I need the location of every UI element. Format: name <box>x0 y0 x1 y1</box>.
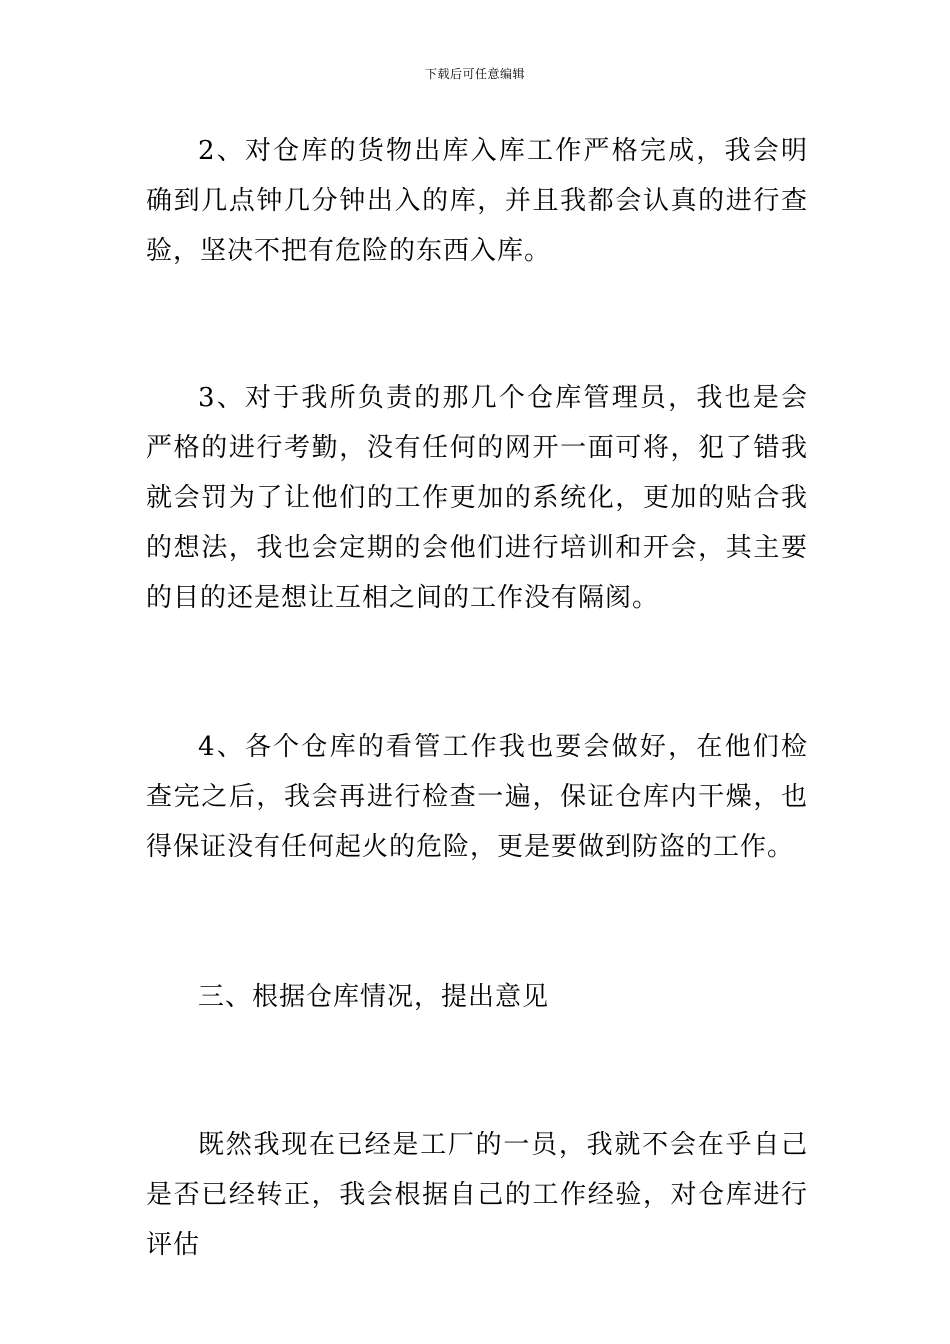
page-header: 下载后可任意编辑 <box>424 67 525 81</box>
paragraph-item-4: 4、各个仓库的看管工作我也要会做好，在他们检查完之后，我会再进行检查一遍，保证仓库内干燥，也得保证没有任何起火的危险，更是要做到防盗的工作。 <box>146 732 808 862</box>
paragraph-item-2: 2、对仓库的货物出库入库工作严格完成，我会明确到几点钟几分钟出入的库，并且我都会认真的进行查验，坚决不把有危险的东西入库。 <box>146 136 808 266</box>
section-heading: 三、根据仓库情况，提出意见 <box>198 982 550 1012</box>
paragraph-item-3: 3、对于我所负责的那几个仓库管理员，我也是会严格的进行考勤，没有任何的网开一面可将，犯了错我就会罚为了让他们的工作更加的系统化，更加的贴合我的想法，我也会定期的会他们进行培训和开会，其主要的目的还是想让互相之间的工作没有隔阂。 <box>146 383 808 613</box>
paragraph-body: 既然我现在已经是工厂的一员，我就不会在乎自己是否已经转正，我会根据自己的工作经验，对仓库进行评估 <box>146 1130 808 1260</box>
